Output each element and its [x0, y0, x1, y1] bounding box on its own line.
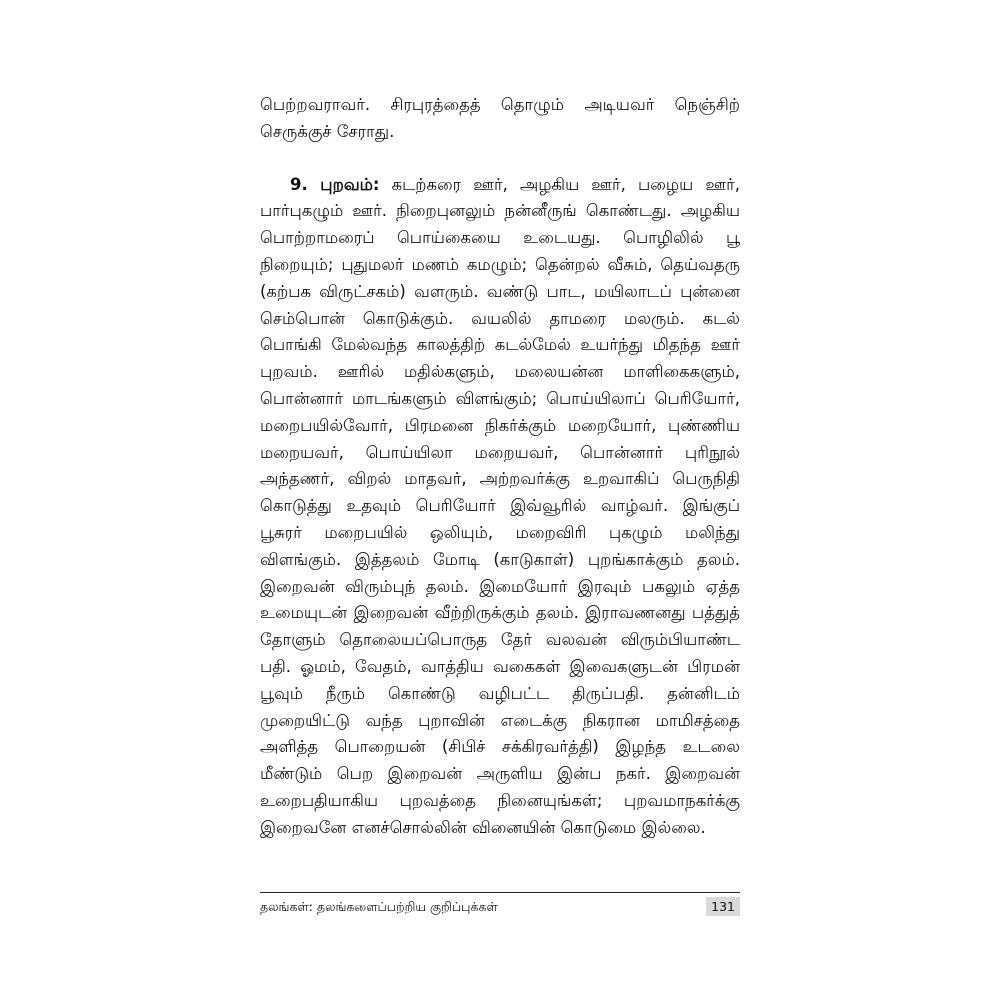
- page-footer: [260, 892, 740, 925]
- running-footer-title: தலங்கள்: தலங்களைப்பற்றிய குறிப்புக்கள்: [260, 899, 498, 914]
- paragraph-puravam: [260, 172, 740, 842]
- paragraph-body: கடற்கரை ஊர், அழகிய ஊர், பழைய ஊர், பார்புகழும் ஊர். நிறைபுனலும் நன்னீருங் கொண்டது. அழகிய பொற்றாமரைப் பொய்கையை உடையது. பொழிலில் பூ நிறையும்; புதுமலர் மணம் கமழும்; தென்றல் வீசும், தெய்வதரு (கற்பக விருட்சகம்) வளரும். வண்டு பாட, மயிலாடப் புன்னை செம்பொன் கொடுக்கும். வயலில் தாமரை மலரும். கடல் பொங்கி மேல்வந்த காலத்திற் கடல்மேல் உயர்ந்து மிதந்த ஊர் புறவம். ஊரில் மதில்களும், மலையன்ன மாளிகைகளும், பொன்னார் மாடங்களும் விளங்கும்; பொய்யிலாப் பெரியோர், மறைபயில்வோர், பிரமனை நிகர்க்கும் மறையோர், புண்ணிய மறையவர், பொய்யிலா மறையவர், பொன்னார் புரிநூல் அந்தணர், விறல் மாதவர், அற்றவர்க்கு உறவாகிப் பெருநிதி கொடுத்து உதவும் பெரியோர் இவ்வூரில் வாழ்வர். இங்குப் பூசுரர் மறைபயில் ஒலியும், மறைவிரி புகழும் மலிந்து விளங்கும். இத்தலம் மோடி (காடுகாள்) புறங்காக்கும் தலம். இறைவன் விரும்புந் தலம். இமையோர் இரவும் பகலும் ஏத்த உமையுடன் இறைவன் வீற்றிருக்கும் தலம். இராவணனது பத்துத் தோளும் தொலையப்பொருத தேர் வலவன் விரும்பியாண்ட பதி. ஓமம், வேதம், வாத்திய வகைகள் இவைகளுடன் பிரமன் பூவும் நீரும் கொண்டு வழிபட்ட திருப்பதி. தன்னிடம் முறையிட்டு வந்த புறாவின் எடைக்கு நிகரான மாமிசத்தை அளித்த பொறையன் (சிபிச் சக்கிரவர்த்தி) இழந்த உடலை மீண்டும் பெற இறைவன் அருளிய இன்ப நகர். இறைவன் உறைபதியாகிய புறவத்தை நினையுங்கள்; புறவமாநகர்க்கு இறைவனே எனச்சொல்லின் வினையின் கொடுமை இல்லை.: [260, 174, 740, 837]
- section-heading: 9. புறவம்:: [290, 174, 380, 194]
- paragraph-continuation: பெற்றவராவர். சிரபுரத்தைத் தொழும் அடியவர் நெஞ்சிற் செருக்குச் சேராது.: [260, 95, 740, 141]
- page-number: 131: [706, 897, 740, 916]
- page-body: [260, 92, 740, 932]
